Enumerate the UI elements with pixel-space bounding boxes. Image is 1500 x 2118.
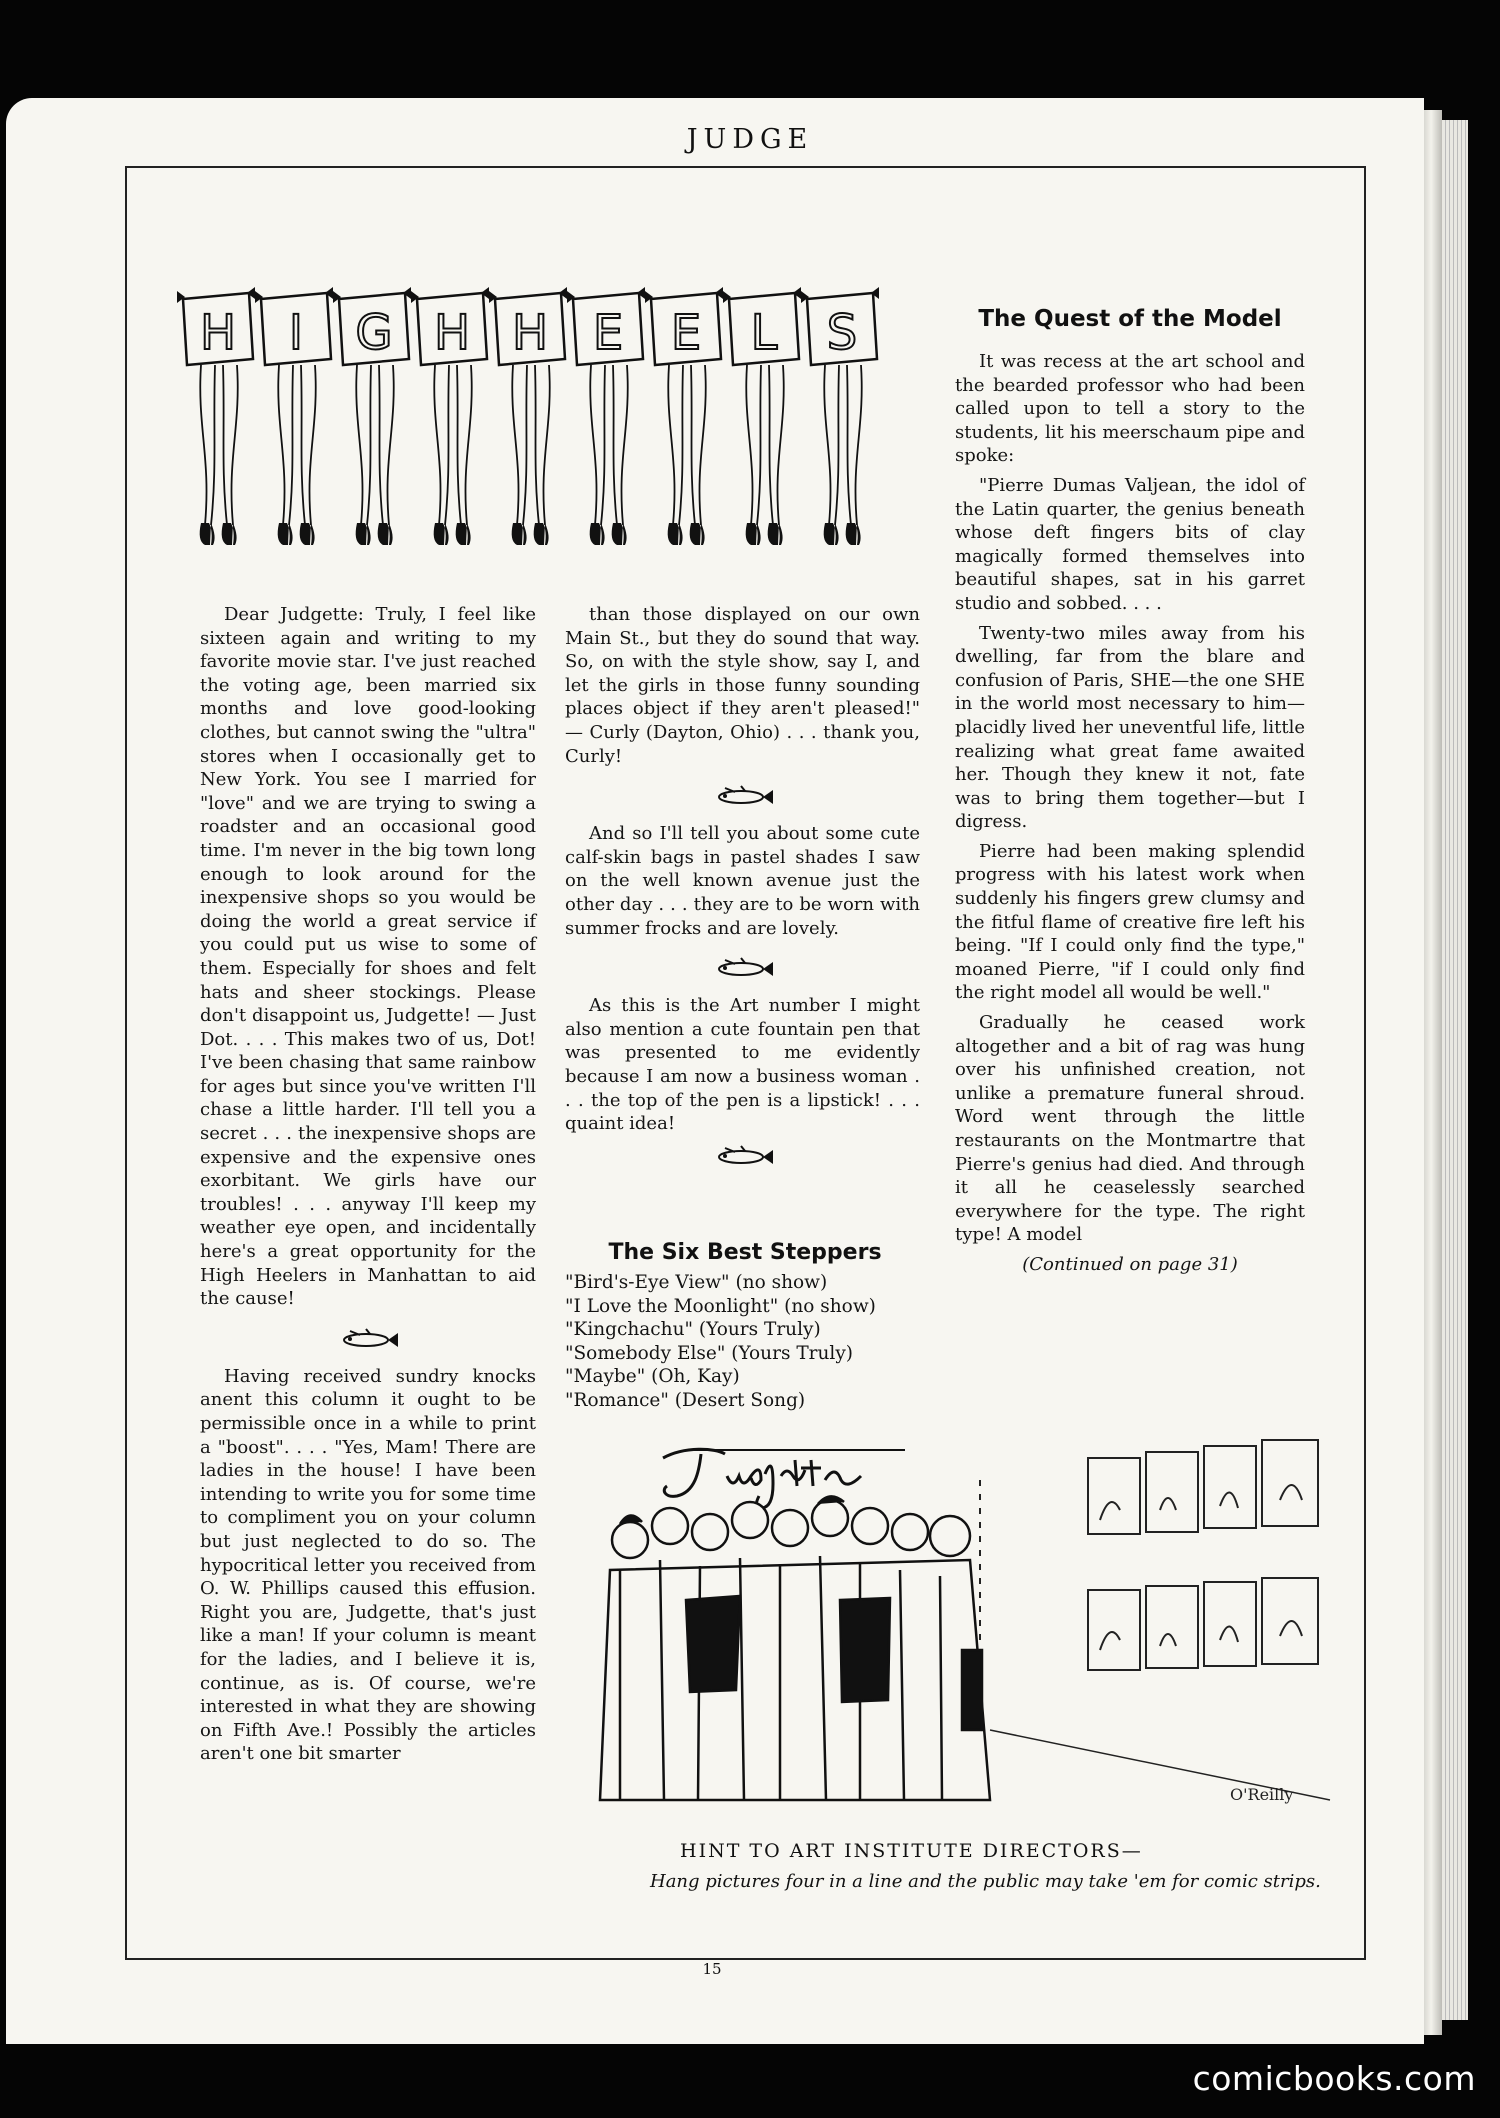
banner-letter: E xyxy=(670,305,702,361)
fish-ornament-icon xyxy=(711,954,775,980)
column-3 xyxy=(955,350,1305,1283)
quest-paragraph: Pierre had been making splendid progress with his latest work when suddenly his fingers grew clumsy and the fitful flame of creative fire left his being. "If I could only find the type," moaned Pierre, "if I could only find the right model all would be well." xyxy=(955,840,1305,1004)
page-number: 15 xyxy=(702,1960,722,1978)
banner-panel xyxy=(801,287,879,545)
list-item: "Bird's-Eye View" (no show) xyxy=(565,1272,828,1293)
steppers-title: The Six Best Steppers xyxy=(608,1240,882,1265)
banner-panel xyxy=(411,287,489,545)
cartoon-caption-text: Hang pictures four in a line and the public may take 'em for comic strips. xyxy=(650,1871,1321,1892)
banner-panel xyxy=(645,287,723,545)
list-item: "Romance" (Desert Song) xyxy=(565,1389,806,1411)
magazine-header: JUDGE xyxy=(686,124,814,155)
letter-curly: than those displayed on our own Main St., but they do sound that way. So, on with the style show, say I, and let the girls in those funny sounding places object if they aren't pleased!" — Curly (Dayton, Ohio) . . . thank you, Curly! xyxy=(565,604,920,767)
banner-letter: H xyxy=(511,305,549,361)
artist-signature: O'Reilly xyxy=(1230,1785,1294,1804)
list-item: "Maybe" (Oh, Kay) xyxy=(565,1366,740,1387)
letter-dot: Dear Judgette: Truly, I feel like sixteen again and writing to my favorite movie star. I've just reached the voting age, been married six months and love good-looking clothes, but cannot swing the "ultra" stores when I occasionally get to New York. You see I married for "love" and we are trying to swing a roadster and an occasional good time. I'm never in the big town long enough to look around for the inexpensive shops so you would be doing the world a great service if you could put us wise to some of them. Especially for shoes and felt hats and sheer stockings. Please don't disappoint us, Judgette! — Just Dot. . . . This makes two of us, Dot! I've been chasing that same rainbow for ages but since you've written I'll chase a little harder. I'll tell you a secret . . . the inexpensive shops are expensive and the expensive ones exorbitant. We girls have our troubles! . . . anyway I'll keep my weather eye open, and incidentally here's a great opportunity for the High Heelers in Manhattan to aid the cause! xyxy=(200,604,536,1310)
column-2 xyxy=(565,603,920,1172)
paragraph-bags: And so I'll tell you about some cute calf-skin bags in pastel shades I saw on the well known avenue just the other day . . . they are to be worn with summer frocks and are lovely. xyxy=(565,823,920,939)
fish-ornament-icon xyxy=(336,1325,400,1351)
letter-boost: Having received sundry knocks anent this column it ought to be permissible once in a while to print a "boost". . . . "Yes, Mam! There are ladies in the house! I have been intending to write you for some time to compliment you on your column but just neglected to do so. The hypocritical letter you received from O. W. Phillips caused this effusion. Right you are, Judgette, that's just like a man! If your column is meant for the ladies, and I believe it is, continue, as is. Of course, we're interested in what they are showing on Fifth Ave.! Possibly the articles aren't one bit smarter xyxy=(200,1365,536,1765)
quest-paragraph: Gradually he ceased work altogether and a bit of rag was hung over his unfinished creation, not unlike a premature funeral shroud. Word went through the little restaurants on the Montmartre that Pierre's genius had died. And through it all he ceaselessly searched everywhere for the type. The right type! A model xyxy=(955,1012,1305,1246)
banner-letter: I xyxy=(288,305,304,361)
banner-letter: E xyxy=(592,305,624,361)
banner-panel xyxy=(567,287,645,545)
list-item: "Somebody Else" (Yours Truly) xyxy=(565,1342,853,1364)
banner-letter: L xyxy=(750,305,778,361)
banner-letter: S xyxy=(826,305,858,361)
list-item: "I Love the Moonlight" (no show) xyxy=(565,1295,876,1317)
fish-ornament-icon xyxy=(711,782,775,808)
banner-letter: H xyxy=(433,305,471,361)
banner-panel xyxy=(255,287,333,545)
cartoon-caption-title: HINT TO ART INSTITUTE DIRECTORS— xyxy=(680,1840,1143,1862)
paragraph-fountain-pen: As this is the Art number I might also mention a cute fountain pen that was presented to me evidently because I am now a business woman . . . the top of the pen is a lipstick! . . . quaint idea! xyxy=(565,995,920,1135)
list-item: "Kingchachu" (Yours Truly) xyxy=(565,1319,821,1340)
banner-panel xyxy=(333,287,411,545)
high-heels-banner xyxy=(175,277,895,577)
fish-ornament-icon xyxy=(711,1142,775,1168)
banner-letter: H xyxy=(199,305,237,361)
continued-note: (Continued on page 31) xyxy=(1022,1253,1238,1275)
book-spine xyxy=(1424,110,1442,2035)
quest-paragraph: It was recess at the art school and the bearded professor who had been called upon to tell a story to the students, lit his meerschaum pipe and spoke: xyxy=(955,351,1305,467)
column-1 xyxy=(200,603,536,1772)
page-edges xyxy=(1442,120,1468,2020)
site-watermark: comicbooks.com xyxy=(1192,2059,1476,2098)
quest-paragraph: Twenty-two miles away from his dwelling, far from the blare and confusion of Paris, SHE—the one SHE in the world most necessary to him—placidly lived her uneventful life, little realizing what great fame awaited her. Though they knew it not, fate was to bring them together—but I digress. xyxy=(955,622,1305,833)
banner-letter: G xyxy=(355,305,393,361)
steppers-section xyxy=(565,1240,925,1412)
art-gallery-cartoon xyxy=(590,1400,1350,1820)
quest-title: The Quest of the Model xyxy=(978,306,1282,332)
steppers-list xyxy=(565,1271,925,1412)
banner-panel xyxy=(723,287,801,545)
banner-panel xyxy=(489,287,567,545)
quest-paragraph: "Pierre Dumas Valjean, the idol of the Latin quarter, the genius beneath whose deft fingers bits of clay magically formed themselves into beautiful shapes, sat in his garret studio and sobbed. . . . xyxy=(955,474,1305,614)
banner-panel xyxy=(177,287,255,545)
